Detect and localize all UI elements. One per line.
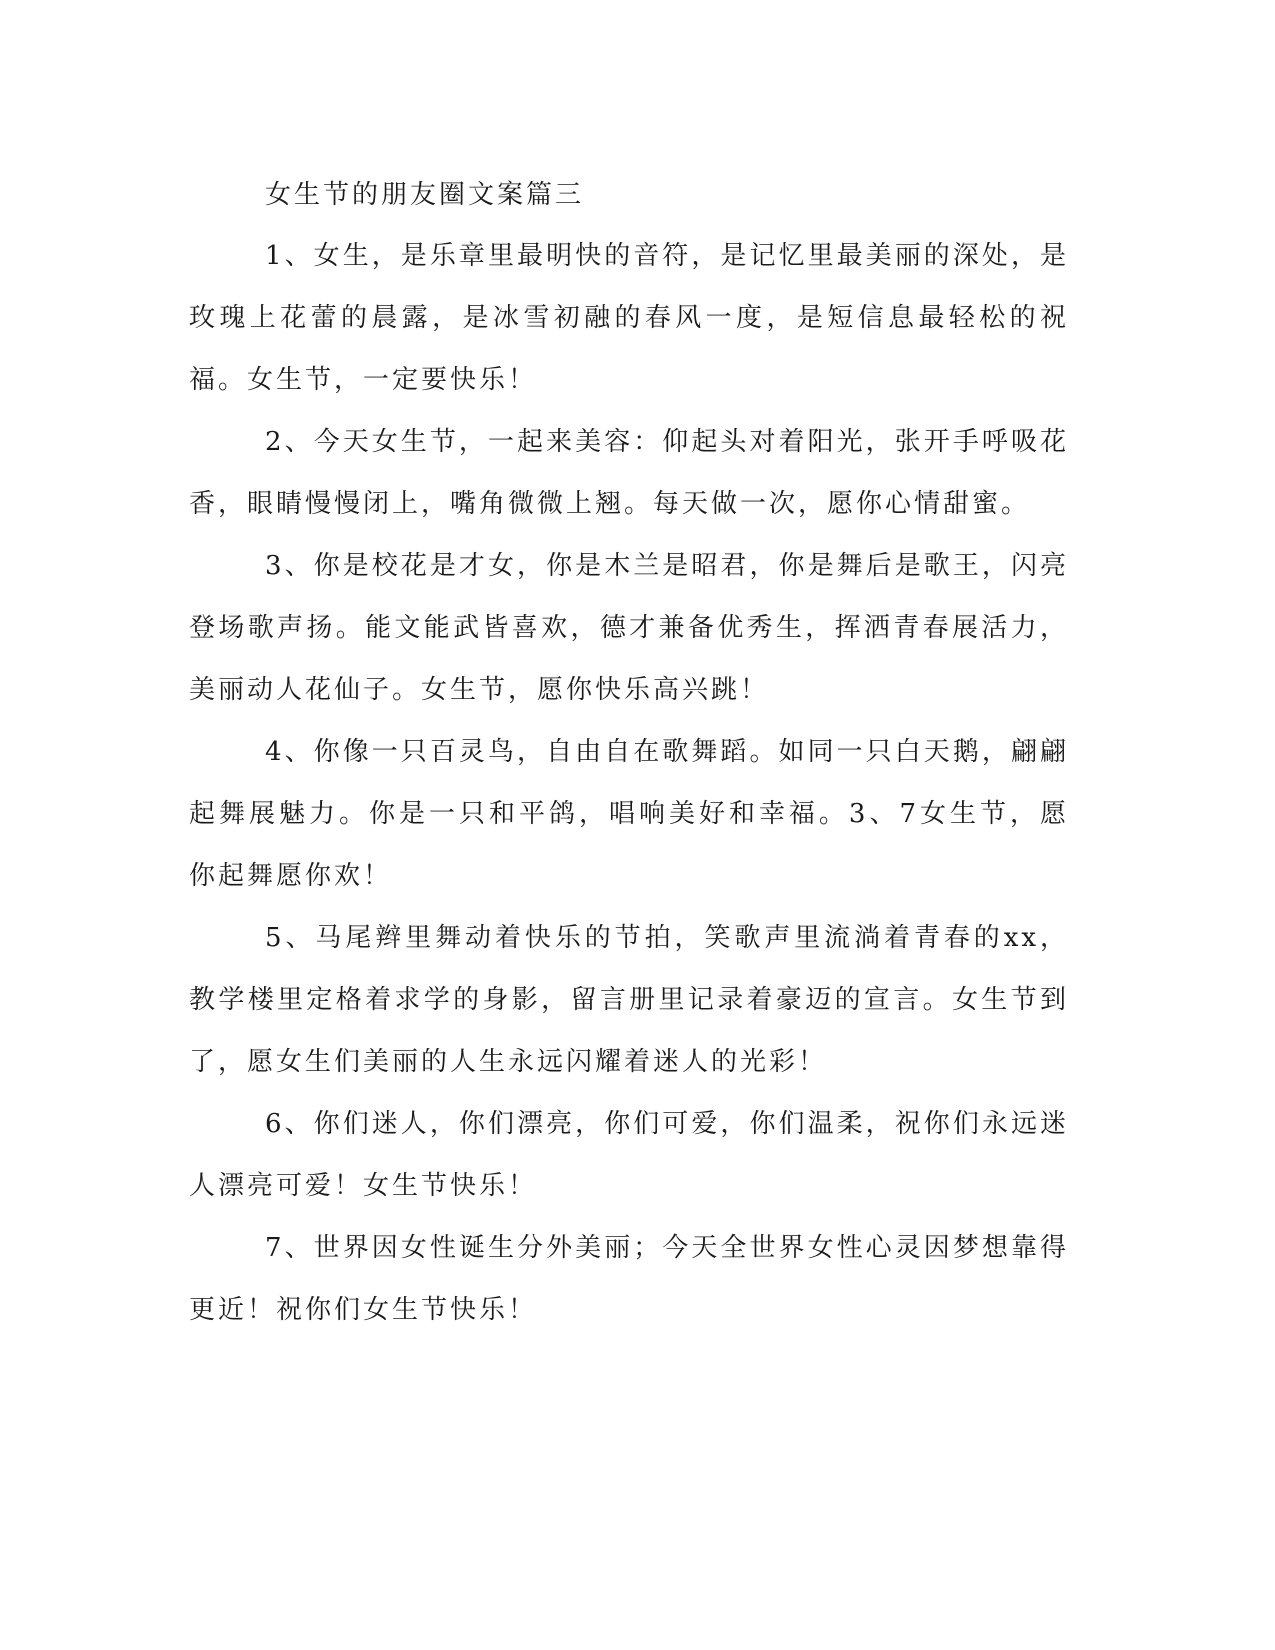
document-title: 女生节的朋友圈文案篇三 [265,180,585,210]
paragraph-1: 1、女生，是乐章里最明快的音符，是记忆里最美丽的深处，是玫瑰上花蕾的晨露，是冰雪初融的春风一度，是短信息最轻松的祝福。女生节，一定要快乐！ [189,241,1069,395]
paragraph-3: 3、你是校花是才女，你是木兰是昭君，你是舞后是歌王，闪亮登场歌声扬。能文能武皆喜欢，德才兼备优秀生，挥洒青春展活力，美丽动人花仙子。女生节，愿你快乐高兴跳！ [189,551,1069,705]
paragraph-4: 4、你像一只百灵鸟，自由自在歌舞蹈。如同一只白天鹅，翩翩起舞展魅力。你是一只和平鸽，唱响美好和幸福。3、7女生节，愿你起舞愿你欢！ [189,737,1069,891]
paragraph-5: 5、马尾辫里舞动着快乐的节拍，笑歌声里流淌着青春的xx，教学楼里定格着求学的身影，留言册里记录着豪迈的宣言。女生节到了，愿女生们美丽的人生永远闪耀着迷人的光彩！ [189,923,1069,1077]
paragraph-7: 7、世界因女性诞生分外美丽；今天全世界女性心灵因梦想靠得更近！祝你们女生节快乐！ [189,1233,1069,1325]
document-body [189,165,1069,1341]
paragraph-6: 6、你们迷人，你们漂亮，你们可爱，你们温柔，祝你们永远迷人漂亮可爱！女生节快乐！ [189,1109,1069,1201]
paragraph-2: 2、今天女生节，一起来美容：仰起头对着阳光，张开手呼吸花香，眼睛慢慢闭上，嘴角微微上翘。每天做一次，愿你心情甜蜜。 [189,427,1069,519]
